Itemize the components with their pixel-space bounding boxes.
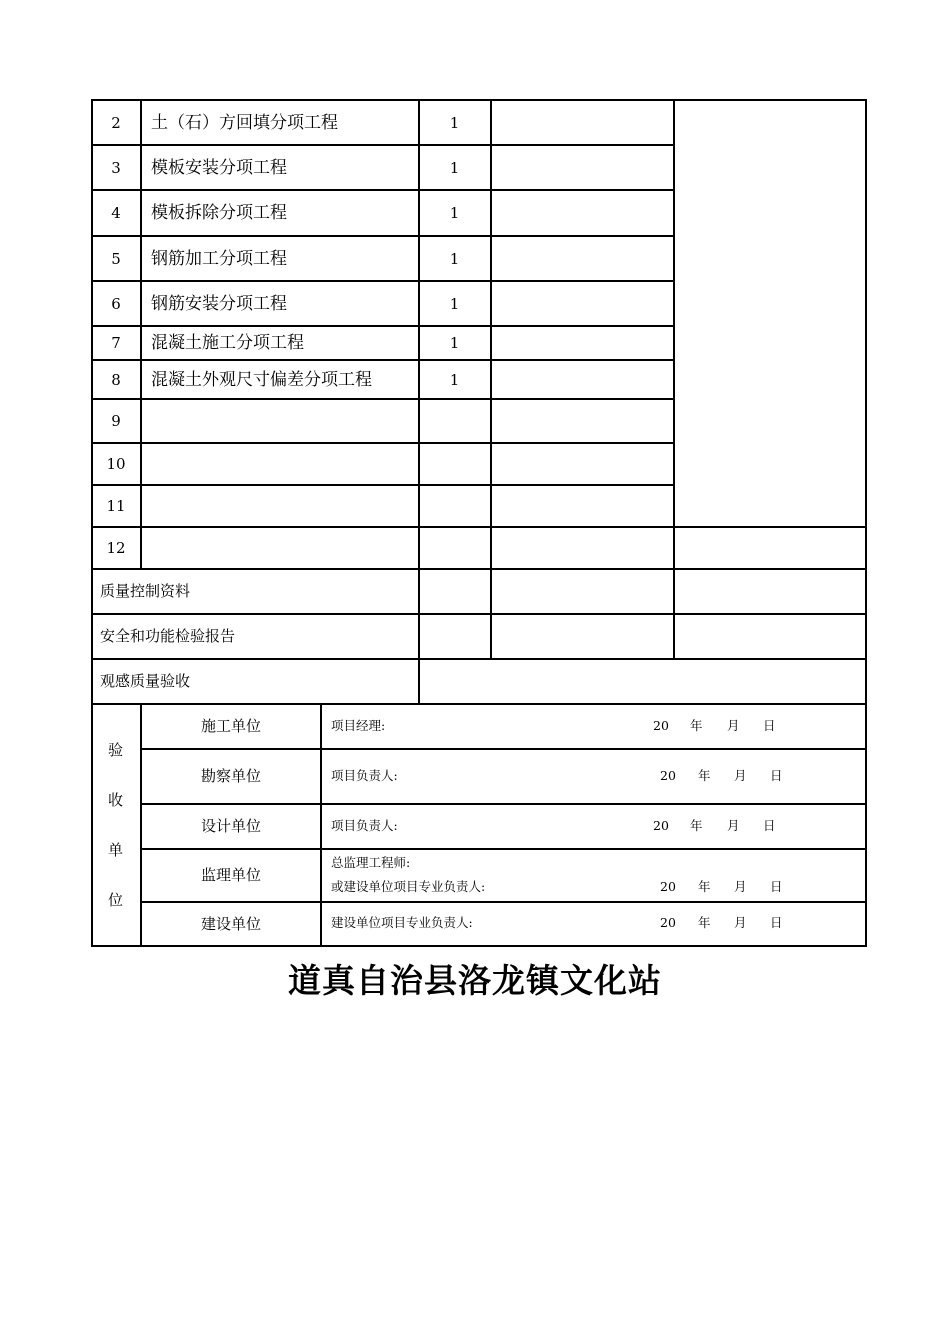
row-divider bbox=[140, 748, 867, 750]
row-number: 9 bbox=[111, 412, 121, 430]
row-divider bbox=[91, 325, 674, 327]
col-divider bbox=[418, 99, 420, 703]
date-year: 年 bbox=[690, 818, 703, 833]
row-number: 8 bbox=[111, 371, 121, 389]
date-year: 年 bbox=[698, 768, 711, 783]
date-day: 日 bbox=[763, 818, 776, 833]
safety-report-label: 安全和功能检验报告 bbox=[100, 627, 236, 645]
date-day: 日 bbox=[770, 879, 783, 894]
row-divider bbox=[140, 901, 867, 903]
date-day: 日 bbox=[770, 768, 783, 783]
row-divider bbox=[140, 848, 867, 850]
item-name: 土（石）方回填分项工程 bbox=[151, 113, 338, 133]
row-number: 2 bbox=[111, 114, 121, 132]
date-year: 年 bbox=[698, 915, 711, 930]
date-day: 日 bbox=[763, 718, 776, 733]
row-divider bbox=[140, 803, 867, 805]
signature-label: 总监理工程师: bbox=[331, 855, 411, 870]
item-count: 1 bbox=[449, 159, 460, 177]
item-count: 1 bbox=[449, 295, 460, 313]
row-divider bbox=[91, 359, 674, 361]
item-count: 1 bbox=[449, 204, 460, 222]
row-number: 11 bbox=[106, 497, 126, 515]
item-name: 模板安装分项工程 bbox=[151, 158, 287, 178]
quality-control-label: 质量控制资料 bbox=[100, 582, 191, 600]
item-count: 1 bbox=[449, 114, 460, 132]
date-year-prefix: 20 bbox=[660, 768, 676, 783]
item-name: 混凝土外观尺寸偏差分项工程 bbox=[151, 370, 372, 390]
date-year-prefix: 20 bbox=[653, 818, 669, 833]
item-name: 钢筋加工分项工程 bbox=[151, 249, 287, 269]
row-divider bbox=[91, 703, 867, 705]
item-count: 1 bbox=[449, 334, 460, 352]
row-divider bbox=[91, 189, 674, 191]
row-divider bbox=[91, 280, 674, 282]
date-day: 日 bbox=[770, 915, 783, 930]
appearance-label: 观感质量验收 bbox=[100, 672, 191, 690]
row-number: 6 bbox=[111, 295, 121, 313]
row-number: 5 bbox=[111, 250, 121, 268]
date-year: 年 bbox=[690, 718, 703, 733]
signature-label: 项目负责人: bbox=[331, 768, 398, 783]
unit-name: 监理单位 bbox=[200, 866, 261, 884]
row-divider bbox=[91, 144, 674, 146]
acceptance-unit-char: 验 bbox=[108, 741, 124, 759]
row-divider bbox=[91, 613, 867, 615]
date-year: 年 bbox=[698, 879, 711, 894]
date-year-prefix: 20 bbox=[660, 915, 676, 930]
item-name: 钢筋安装分项工程 bbox=[151, 294, 287, 314]
row-number: 7 bbox=[111, 334, 121, 352]
item-count: 1 bbox=[449, 250, 460, 268]
col-divider bbox=[490, 99, 492, 658]
date-month: 月 bbox=[727, 718, 740, 733]
row-divider bbox=[91, 568, 867, 570]
date-year-prefix: 20 bbox=[660, 879, 676, 894]
date-month: 月 bbox=[727, 818, 740, 833]
item-name: 混凝土施工分项工程 bbox=[151, 333, 304, 353]
acceptance-unit-char: 收 bbox=[108, 791, 124, 809]
date-month: 月 bbox=[734, 768, 747, 783]
unit-name: 建设单位 bbox=[200, 915, 261, 933]
acceptance-unit-char: 位 bbox=[108, 891, 124, 909]
signature-label: 项目经理: bbox=[331, 718, 386, 733]
row-divider bbox=[91, 658, 867, 660]
row-number: 12 bbox=[106, 539, 126, 557]
row-divider bbox=[91, 235, 674, 237]
row-divider bbox=[91, 398, 674, 400]
col-divider bbox=[673, 99, 675, 658]
signature-label: 或建设单位项目专业负责人: bbox=[331, 879, 486, 894]
row-divider bbox=[91, 442, 674, 444]
unit-name: 勘察单位 bbox=[200, 767, 261, 785]
acceptance-unit-char: 单 bbox=[108, 841, 124, 859]
unit-name: 施工单位 bbox=[200, 717, 261, 735]
row-number: 10 bbox=[106, 455, 126, 473]
row-number: 4 bbox=[111, 204, 121, 222]
date-month: 月 bbox=[734, 879, 747, 894]
row-number: 3 bbox=[111, 159, 121, 177]
signature-label: 建设单位项目专业负责人: bbox=[331, 915, 473, 930]
signature-label: 项目负责人: bbox=[331, 818, 398, 833]
item-count: 1 bbox=[449, 371, 460, 389]
date-month: 月 bbox=[734, 915, 747, 930]
row-divider bbox=[91, 526, 867, 528]
item-name: 模板拆除分项工程 bbox=[151, 203, 287, 223]
row-divider bbox=[91, 484, 674, 486]
unit-name: 设计单位 bbox=[200, 817, 261, 835]
date-year-prefix: 20 bbox=[653, 718, 669, 733]
footer-title: 道真自治县洛龙镇文化站 bbox=[288, 961, 662, 1000]
